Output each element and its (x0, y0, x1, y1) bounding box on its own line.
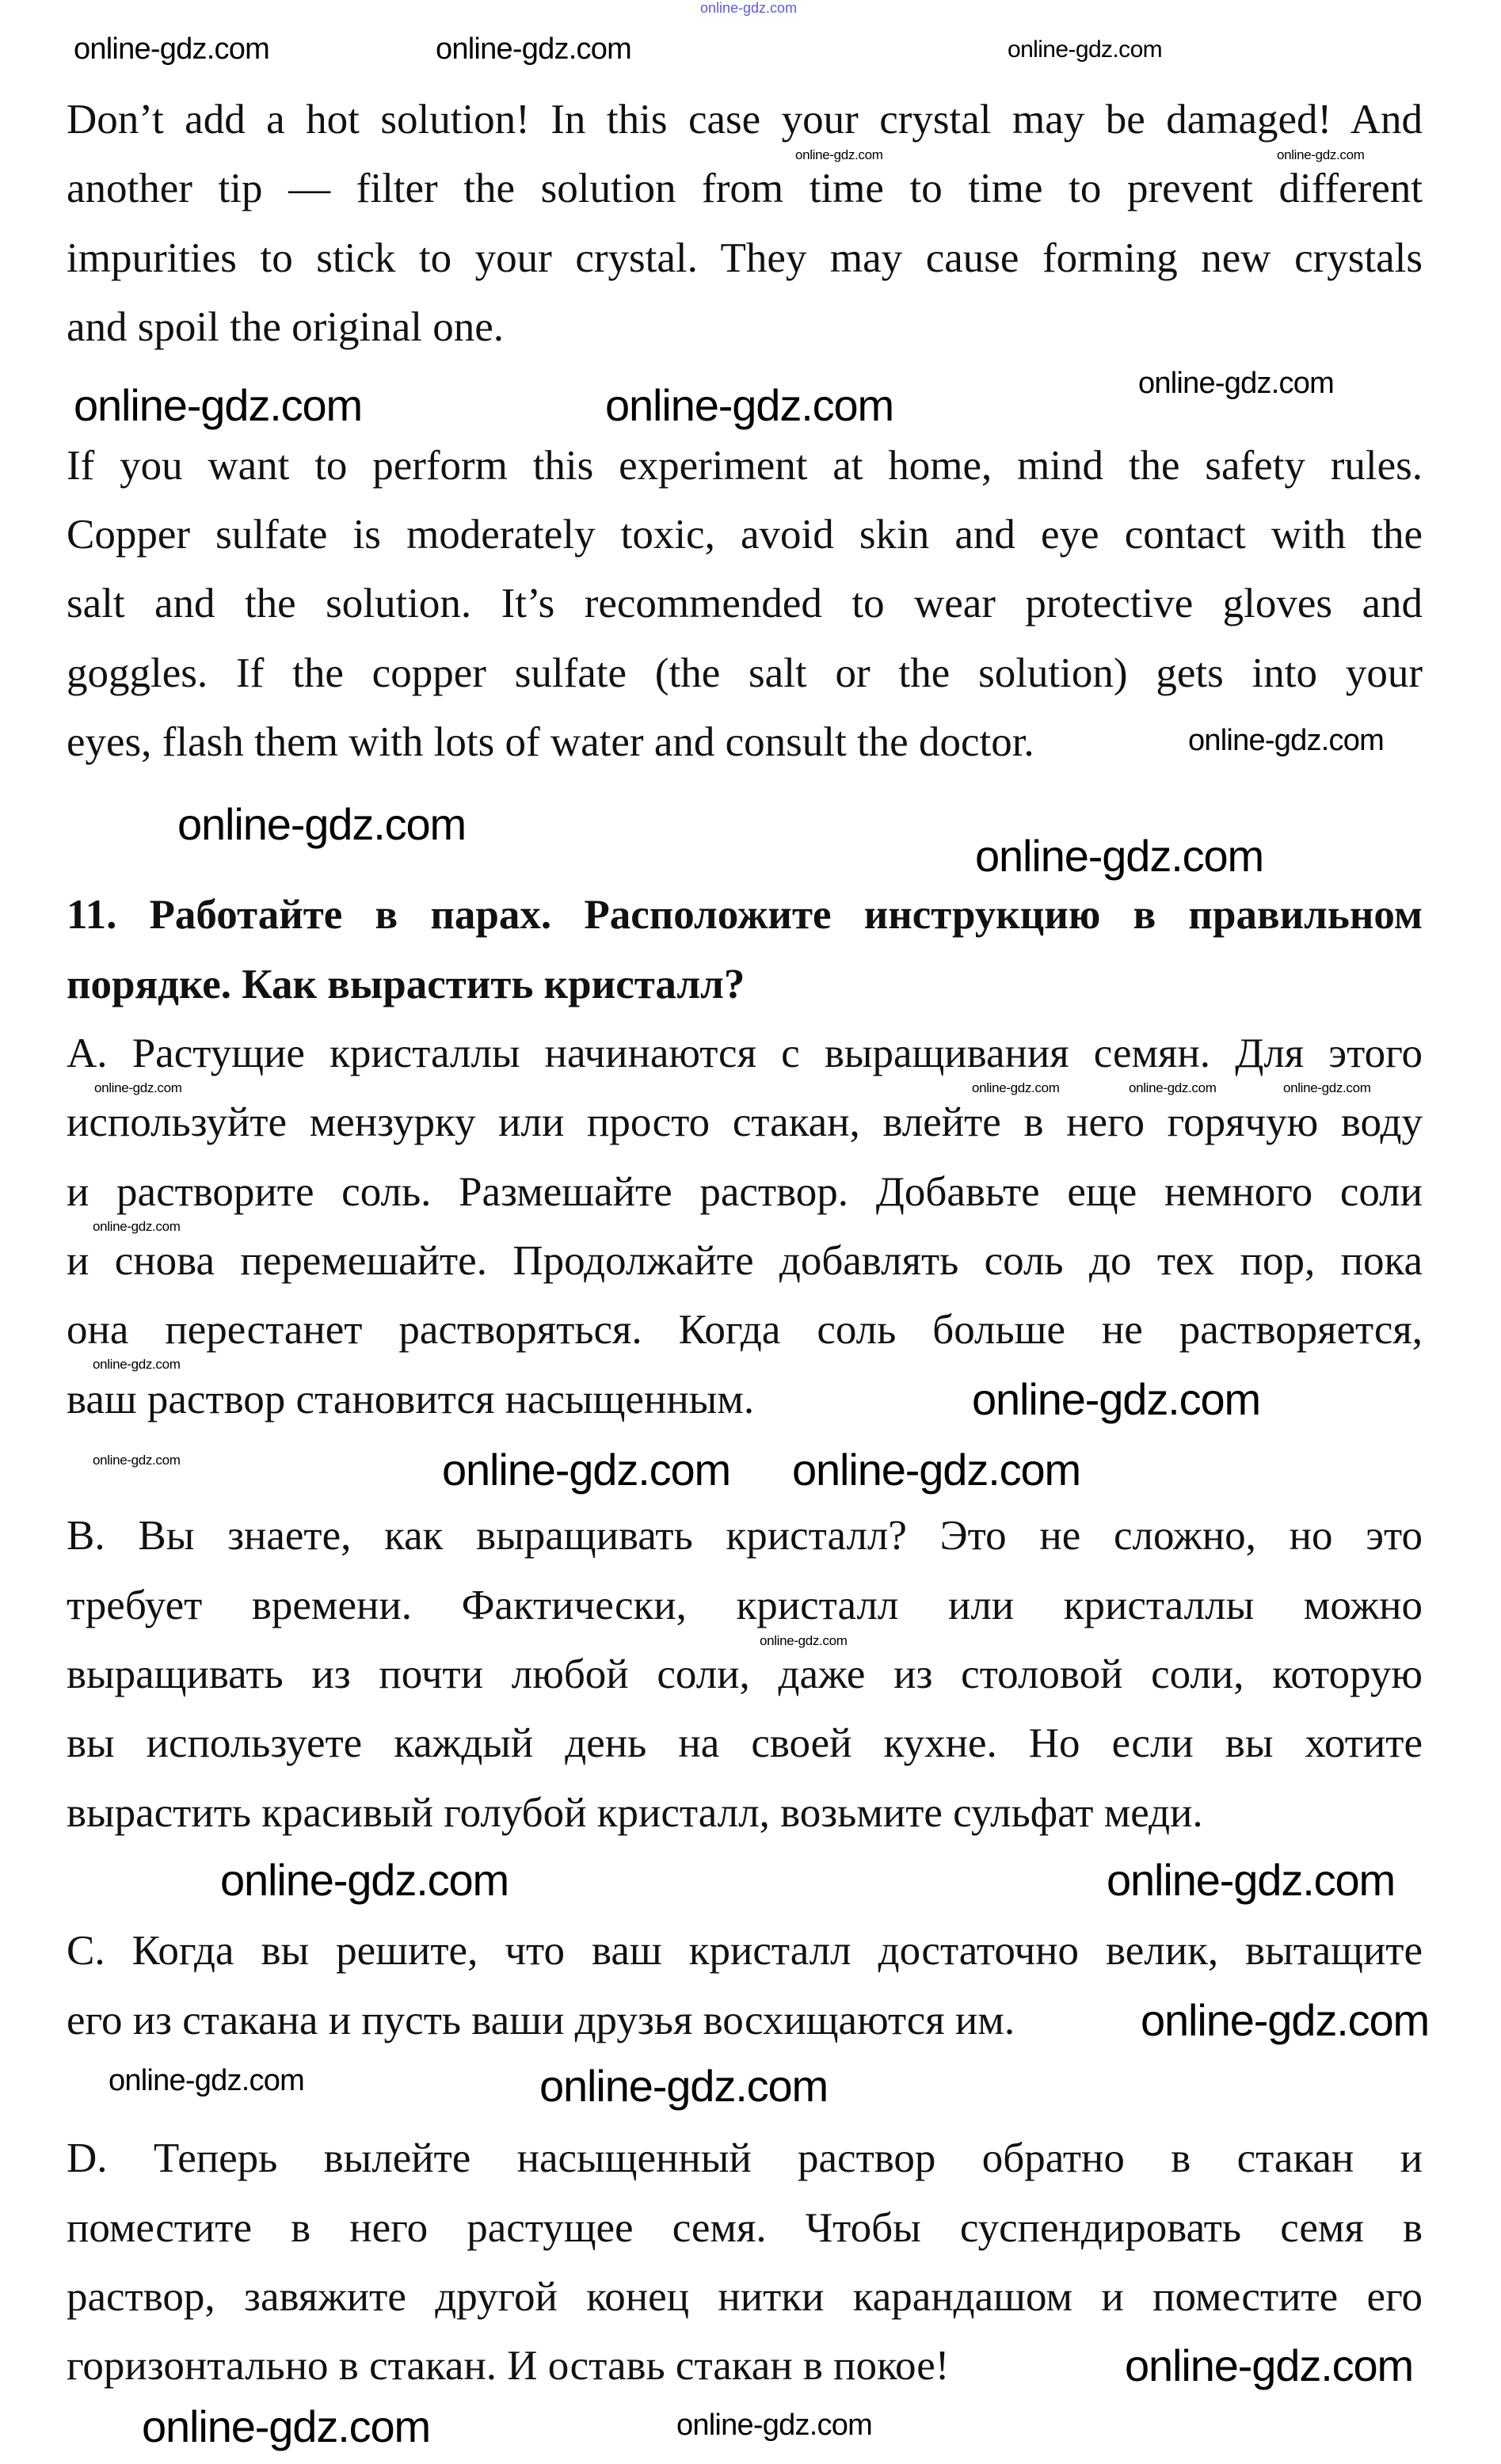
watermark: online-gdz.com (93, 1453, 181, 1468)
text-line: его из стакана и пусть ваши друзья восхищаются им. (67, 1997, 1015, 2043)
watermark: online-gdz.com (220, 1855, 509, 1905)
text-line: используйте мензурку или просто стакан, влейте в него горячую воду (67, 1099, 1423, 1145)
watermark: online-gdz.com (972, 1374, 1261, 1424)
text-line: требует времени. Фактически, кристалл или кристаллы можно (67, 1582, 1423, 1628)
watermark: online-gdz.com (1277, 147, 1365, 162)
watermark: online-gdz.com (177, 799, 467, 849)
text-line: ваш раствор становится насыщенным. (67, 1377, 755, 1422)
text-line: Copper sulfate is moderately toxic, avoid skin and eye contact with the (67, 512, 1423, 558)
watermark: online-gdz.com (74, 380, 363, 430)
text-line: impurities to stick to your crystal. They may cause forming new crystals (67, 235, 1423, 281)
watermark: online-gdz.com (93, 1219, 181, 1234)
watermark: online-gdz.com (1107, 1855, 1396, 1905)
text-line: another tip — filter the solution from time to time to prevent different (67, 166, 1423, 211)
text-line: Don’t add a hot solution! In this case your crystal may be damaged! And (67, 97, 1423, 143)
watermark: online-gdz.com (93, 1357, 181, 1372)
watermark: online-gdz.com (109, 2064, 305, 2097)
watermark: online-gdz.com (1283, 1080, 1371, 1095)
text-line: поместите в него растущее семя. Чтобы суспендировать семя в (67, 2205, 1423, 2251)
watermark: online-gdz.com (676, 2409, 873, 2442)
text-line: выращивать из почти любой соли, даже из столовой соли, которую (67, 1651, 1423, 1697)
text-line: and spoil the original one. (67, 304, 504, 350)
watermark: online-gdz.com (142, 2401, 431, 2451)
text-line: порядке. Как вырастить кристалл? (67, 962, 745, 1007)
text-line: вы используете каждый день на своей кухне. Но если вы хотите (67, 1720, 1423, 1766)
watermark: online-gdz.com (1188, 724, 1385, 757)
watermark: online-gdz.com (605, 380, 894, 430)
watermark: online-gdz.com (436, 32, 632, 66)
watermark: online-gdz.com (94, 1080, 182, 1095)
text-line: goggles. If the copper sulfate (the salt or the solution) gets into your (67, 650, 1423, 696)
watermark: online-gdz.com (74, 32, 270, 66)
watermark: online-gdz.com (972, 1080, 1060, 1095)
text-line: горизонтально в стакан. И оставь стакан в покое! (67, 2343, 950, 2389)
text-line: и растворите соль. Размешайте раствор. Добавьте еще немного соли (67, 1169, 1423, 1215)
text-line: 11. Работайте в парах. Расположите инструкцию в правильном (67, 892, 1423, 938)
text-line: вырастить красивый голубой кристалл, возьмите сульфат меди. (67, 1790, 1203, 1836)
watermark: online-gdz.com (760, 1633, 848, 1648)
text-line: D. Теперь вылейте насыщенный раствор обратно в стакан и (67, 2135, 1423, 2181)
watermark: online-gdz.com (1138, 367, 1335, 400)
watermark: online-gdz.com (975, 831, 1264, 881)
watermark: online-gdz.com (539, 2061, 829, 2111)
text-line: C. Когда вы решите, что ваш кристалл достаточно велик, вытащите (67, 1928, 1423, 1974)
watermark: online-gdz.com (795, 147, 883, 162)
watermark: online-gdz.com (792, 1445, 1081, 1495)
text-line: раствор, завяжите другой конец нитки карандашом и поместите его (67, 2274, 1423, 2320)
text-line: If you want to perform this experiment at home, mind the safety rules. (67, 443, 1423, 489)
watermark: online-gdz.com (1129, 1080, 1217, 1095)
watermark: online-gdz.com (1008, 36, 1163, 63)
text-line: она перестанет растворяться. Когда соль больше не растворяется, (67, 1307, 1423, 1353)
watermark: online-gdz.com (1141, 1995, 1430, 2045)
watermark: online-gdz.com (1125, 2340, 1414, 2390)
text-line: B. Вы знаете, как выращивать кристалл? Это не сложно, но это (67, 1513, 1423, 1559)
watermark: online-gdz.com (442, 1445, 731, 1495)
text-line: A. Растущие кристаллы начинаются с выращивания семян. Для этого (67, 1030, 1423, 1076)
text-line: salt and the solution. It’s recommended to wear protective gloves and (67, 581, 1423, 626)
text-line: и снова перемешайте. Продолжайте добавлять соль до тех пор, пока (67, 1238, 1423, 1284)
header-watermark: online-gdz.com (700, 0, 798, 16)
text-line: eyes, flash them with lots of water and consult the doctor. (67, 719, 1034, 765)
